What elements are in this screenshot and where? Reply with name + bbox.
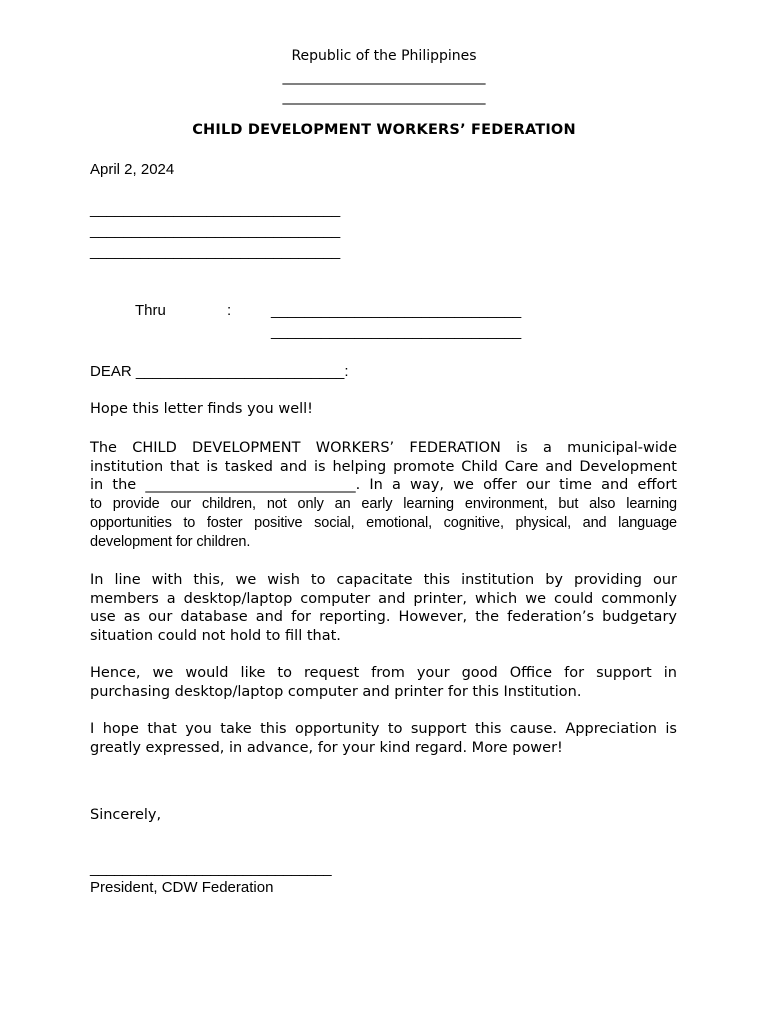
- paragraph-introduction: [90, 439, 677, 551]
- thru-line-2: ______________________________: [271, 323, 522, 340]
- country-heading: Republic of the Philippines: [291, 48, 477, 64]
- paragraph-line: The CHILD DEVELOPMENT WORKERS’ FEDERATION is a municipal-wide: [90, 440, 677, 456]
- greeting: Hope this letter finds you well!: [90, 401, 313, 417]
- paragraph-request: [90, 664, 677, 701]
- letterhead-blank-2: _____________________________: [282, 89, 486, 105]
- paragraph-line: opportunities to foster positive social, emotional, cognitive, physical, and language: [90, 514, 677, 531]
- letter-date: April 2, 2024: [90, 161, 175, 178]
- signatory-title: President, CDW Federation: [90, 879, 274, 896]
- paragraph-line: greatly expressed, in advance, for your kind regard. More power!: [90, 739, 563, 756]
- paragraph-line: use as our database and for reporting. However, the federation’s budgetary: [90, 609, 677, 626]
- paragraph-line: purchasing desktop/laptop computer and printer for this Institution.: [90, 683, 582, 700]
- recipient-line-1: ______________________________: [90, 201, 341, 218]
- paragraph-closing-remarks: [90, 720, 677, 757]
- paragraph-line: in the _____________________________. In a way, we offer our time and effort: [90, 477, 677, 494]
- paragraph-line: institution that is tasked and is helping promote Child Care and Development: [90, 458, 677, 475]
- paragraph-line: to provide our children, not only an early learning environment, but also learning: [90, 496, 677, 513]
- paragraph-line: Hence, we would like to request from your good Office for support in: [90, 665, 677, 681]
- recipient-line-2: ______________________________: [90, 222, 341, 239]
- signature-line: ______________________________: [90, 860, 332, 877]
- thru-colon: :: [227, 302, 232, 319]
- paragraph-line: development for children.: [90, 533, 251, 550]
- closing: Sincerely,: [90, 807, 162, 823]
- salutation: DEAR _________________________:: [90, 363, 349, 380]
- recipient-line-3: ______________________________: [90, 243, 341, 260]
- paragraph-purpose: [90, 571, 677, 646]
- thru-label: Thru: [135, 302, 166, 319]
- paragraph-line: situation could not hold to fill that.: [90, 628, 341, 645]
- letterhead-blank-1: _____________________________: [282, 69, 486, 85]
- organization-title: CHILD DEVELOPMENT WORKERS’ FEDERATION: [192, 122, 576, 138]
- paragraph-line: I hope that you take this opportunity to support this cause. Appreciation is: [90, 721, 677, 737]
- paragraph-line: members a desktop/laptop computer and printer, which we could commonly: [90, 590, 677, 607]
- paragraph-line: In line with this, we wish to capacitate this institution by providing our: [90, 572, 677, 588]
- thru-line-1: ______________________________: [271, 302, 522, 319]
